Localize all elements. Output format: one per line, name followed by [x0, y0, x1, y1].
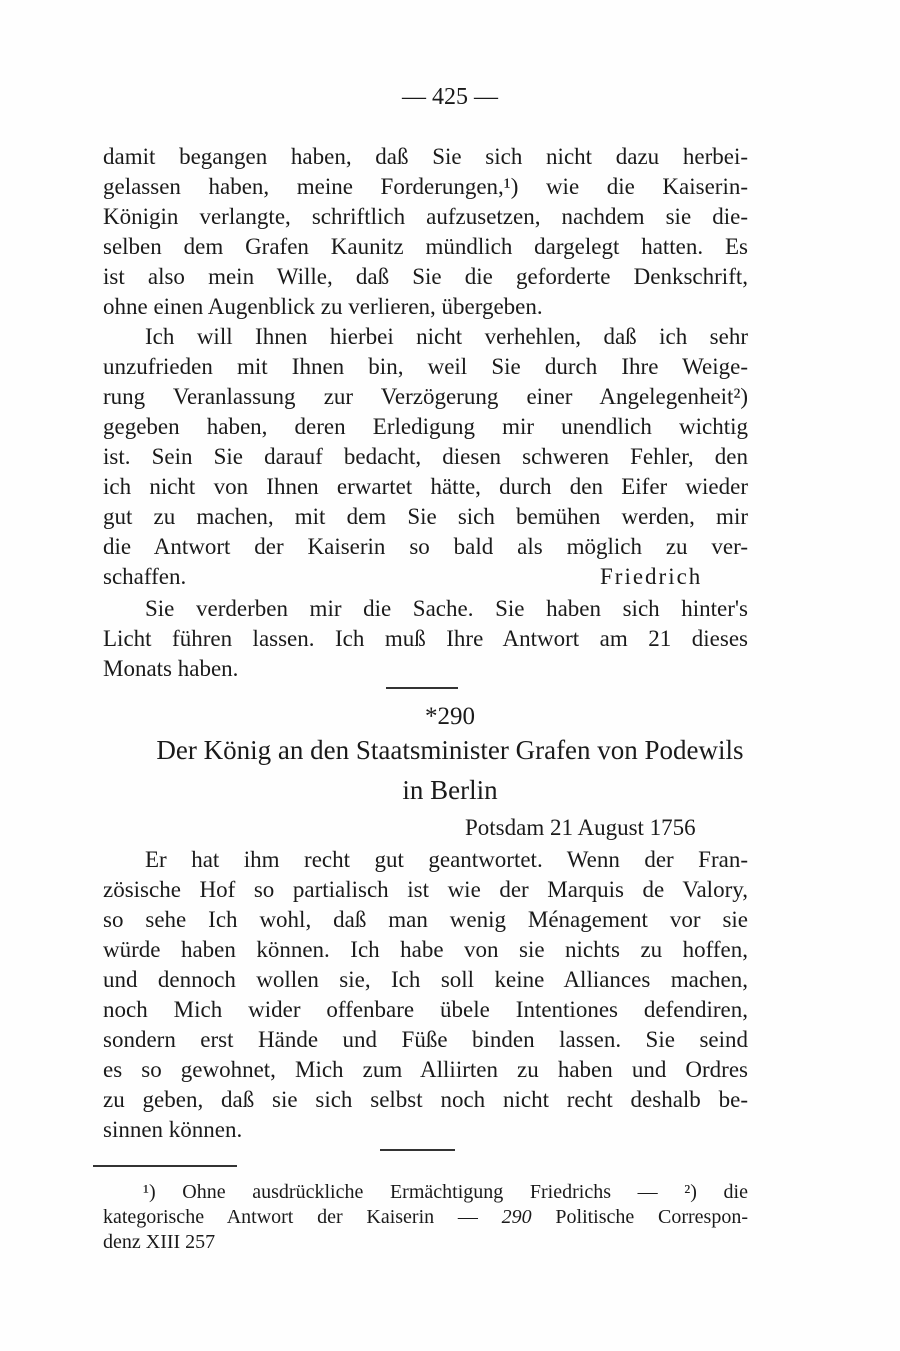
text-line: gelassen haben, meine Forderungen,¹) wie die Kaiserin-	[103, 174, 748, 199]
text-line: ich nicht von Ihnen erwartet hätte, durch den Eifer wieder	[103, 474, 748, 499]
text-line: zu geben, daß sie sich selbst noch nicht recht deshalb be-	[103, 1087, 748, 1112]
text-line: rung Veranlassung zur Verzögerung einer Angelegenheit²)	[103, 384, 748, 409]
text-line: würde haben können. Ich habe von sie nichts zu hoffen,	[103, 937, 748, 962]
footnote-doc-number: 290	[501, 1206, 532, 1228]
text-line: noch Mich wider offenbare übele Intentiones defendiren,	[103, 997, 748, 1022]
footnote-text: kategorische Antwort der Kaiserin —	[103, 1206, 478, 1228]
text-line: gut zu machen, mit dem Sie sich bemühen werden, mir	[103, 504, 748, 529]
text-line: ist also mein Wille, daß Sie die geforderte Denkschrift,	[103, 264, 748, 289]
signature: Friedrich	[600, 564, 703, 589]
text-line: und dennoch wollen sie, Ich soll keine Alliances machen,	[103, 967, 748, 992]
text-line: Ich will Ihnen hierbei nicht verhehlen, daß ich sehr	[145, 324, 748, 349]
document-title: Der König an den Staatsminister Grafen von Podewils	[156, 735, 744, 765]
footnote-text: Politische Correspon-	[555, 1206, 749, 1228]
text-line: ist. Sein Sie darauf bedacht, diesen schweren Fehler, den	[103, 444, 748, 469]
footnote-line: ¹) Ohne ausdrückliche Ermächtigung Friedrichs — ²) die	[143, 1181, 748, 1203]
text-line: sondern erst Hände und Füße binden lassen. Sie seind	[103, 1027, 748, 1052]
text-line: Sie verderben mir die Sache. Sie haben sich hinter's	[145, 596, 748, 621]
text-line: unzufrieden mit Ihnen bin, weil Sie durch Ihre Weige-	[103, 354, 748, 379]
text-line: gegeben haben, deren Erledigung mir unendlich wichtig	[103, 414, 748, 439]
text-line: Monats haben.	[103, 656, 239, 681]
document-number: *290	[425, 703, 475, 730]
section-divider	[386, 687, 458, 689]
text-line: damit begangen haben, daß Sie sich nicht dazu herbei-	[103, 144, 748, 169]
footnote-line	[103, 1205, 748, 1230]
text-line: es so gewohnet, Mich zum Alliirten zu haben und Ordres	[103, 1057, 748, 1082]
text-line: Licht führen lassen. Ich muß Ihre Antwort am 21 dieses	[103, 626, 748, 651]
text-line: zösische Hof so partialisch ist wie der Marquis de Valory,	[103, 877, 748, 902]
text-line: ohne einen Augenblick zu verlieren, übergeben.	[103, 294, 543, 319]
text-line: selben dem Grafen Kaunitz mündlich dargelegt hatten. Es	[103, 234, 748, 259]
text-line: sinnen können.	[103, 1117, 243, 1142]
text-line: die Antwort der Kaiserin so bald als möglich zu ver-	[103, 534, 748, 559]
text-line: Königin verlangte, schriftlich aufzusetzen, nachdem sie die-	[103, 204, 748, 229]
page-number: — 425 —	[402, 84, 498, 110]
section-end-divider	[380, 1149, 455, 1151]
footnote-line: denz XIII 257	[103, 1231, 216, 1253]
dateline: Potsdam 21 August 1756	[465, 815, 696, 840]
footnote-divider	[93, 1165, 237, 1167]
text-line: so sehe Ich wohl, daß man wenig Ménagement vor sie	[103, 907, 748, 932]
document-title-line2: in Berlin	[402, 775, 498, 805]
text-line: Er hat ihm recht gut geantwortet. Wenn der Fran-	[145, 847, 748, 872]
text-line: schaffen.	[103, 564, 187, 589]
